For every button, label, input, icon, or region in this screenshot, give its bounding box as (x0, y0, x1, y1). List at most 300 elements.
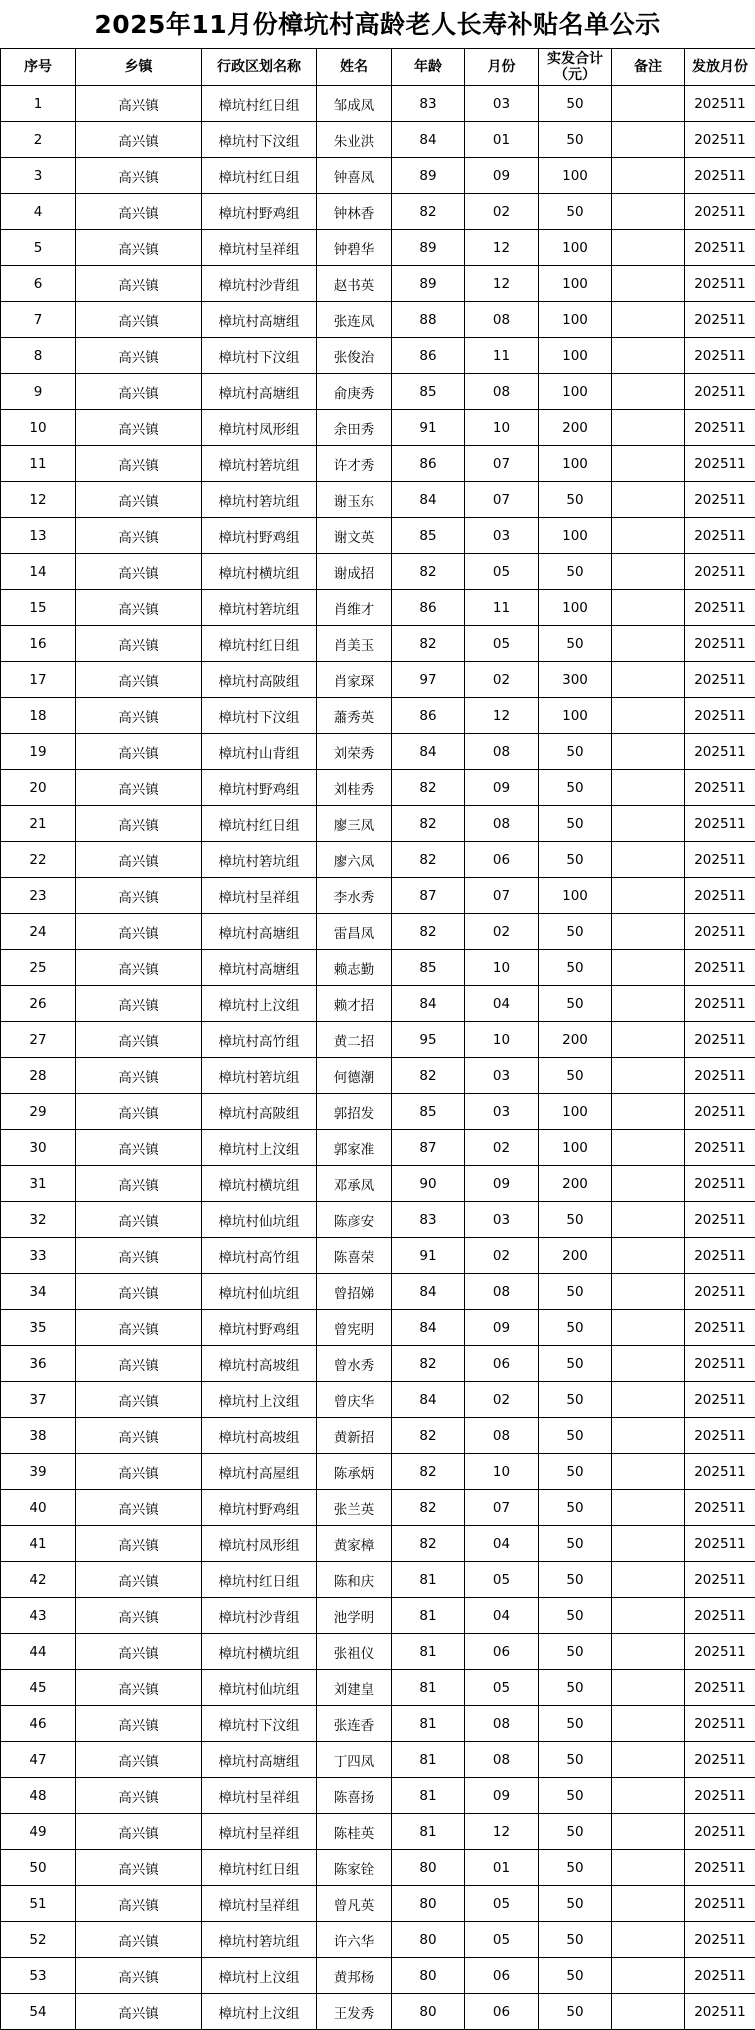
cell-amount: 100 (539, 698, 612, 734)
cell-index: 54 (1, 1994, 76, 2030)
cell-amount: 50 (539, 914, 612, 950)
cell-division: 樟坑村野鸡组 (202, 770, 317, 806)
cell-town: 高兴镇 (76, 914, 202, 950)
cell-remark (612, 230, 685, 266)
cell-remark (612, 446, 685, 482)
cell-index: 51 (1, 1886, 76, 1922)
cell-remark (612, 194, 685, 230)
table-row (1, 518, 755, 554)
cell-amount: 50 (539, 86, 612, 122)
cell-index: 22 (1, 842, 76, 878)
table-row (1, 1958, 755, 1994)
cell-amount: 50 (539, 1814, 612, 1850)
header-town: 乡镇 (76, 49, 202, 86)
cell-age: 84 (392, 1274, 465, 1310)
cell-remark (612, 770, 685, 806)
cell-issue-month: 202511 (685, 194, 755, 230)
table-row (1, 1166, 755, 1202)
cell-town: 高兴镇 (76, 590, 202, 626)
table-row (1, 698, 755, 734)
cell-month: 09 (465, 1166, 539, 1202)
cell-division: 樟坑村上汶组 (202, 986, 317, 1022)
cell-issue-month: 202511 (685, 842, 755, 878)
cell-issue-month: 202511 (685, 1094, 755, 1130)
table-row (1, 86, 755, 122)
cell-month: 02 (465, 1130, 539, 1166)
table-row (1, 770, 755, 806)
cell-division: 樟坑村高塘组 (202, 914, 317, 950)
cell-age: 81 (392, 1778, 465, 1814)
cell-age: 85 (392, 950, 465, 986)
cell-town: 高兴镇 (76, 1922, 202, 1958)
cell-division: 樟坑村下汶组 (202, 122, 317, 158)
cell-name: 肖维才 (317, 590, 392, 626)
cell-town: 高兴镇 (76, 1166, 202, 1202)
cell-town: 高兴镇 (76, 374, 202, 410)
cell-name: 许六华 (317, 1922, 392, 1958)
cell-remark (612, 554, 685, 590)
cell-issue-month: 202511 (685, 446, 755, 482)
cell-remark (612, 1814, 685, 1850)
cell-division: 樟坑村呈祥组 (202, 1778, 317, 1814)
table-row (1, 1598, 755, 1634)
table-row (1, 338, 755, 374)
cell-age: 84 (392, 986, 465, 1022)
cell-town: 高兴镇 (76, 1418, 202, 1454)
cell-division: 樟坑村仙坑组 (202, 1202, 317, 1238)
cell-town: 高兴镇 (76, 158, 202, 194)
cell-issue-month: 202511 (685, 482, 755, 518)
cell-index: 38 (1, 1418, 76, 1454)
cell-name: 曾招娣 (317, 1274, 392, 1310)
cell-division: 樟坑村仙坑组 (202, 1274, 317, 1310)
cell-issue-month: 202511 (685, 806, 755, 842)
cell-issue-month: 202511 (685, 1058, 755, 1094)
cell-name: 李水秀 (317, 878, 392, 914)
cell-town: 高兴镇 (76, 1850, 202, 1886)
cell-amount: 100 (539, 338, 612, 374)
cell-index: 8 (1, 338, 76, 374)
cell-month: 02 (465, 1382, 539, 1418)
cell-index: 49 (1, 1814, 76, 1850)
cell-name: 刘建皇 (317, 1670, 392, 1706)
cell-month: 05 (465, 1922, 539, 1958)
cell-index: 45 (1, 1670, 76, 1706)
cell-amount: 50 (539, 1706, 612, 1742)
cell-issue-month: 202511 (685, 122, 755, 158)
cell-age: 91 (392, 410, 465, 446)
cell-remark (612, 374, 685, 410)
cell-issue-month: 202511 (685, 1814, 755, 1850)
cell-month: 03 (465, 1058, 539, 1094)
cell-month: 12 (465, 698, 539, 734)
cell-amount: 50 (539, 1454, 612, 1490)
cell-amount: 50 (539, 950, 612, 986)
cell-division: 樟坑村红日组 (202, 158, 317, 194)
cell-index: 24 (1, 914, 76, 950)
cell-month: 02 (465, 662, 539, 698)
cell-remark (612, 1094, 685, 1130)
cell-name: 陈喜荣 (317, 1238, 392, 1274)
cell-age: 84 (392, 1382, 465, 1418)
cell-remark (612, 1706, 685, 1742)
cell-amount: 50 (539, 1310, 612, 1346)
cell-age: 86 (392, 698, 465, 734)
cell-town: 高兴镇 (76, 554, 202, 590)
cell-amount: 50 (539, 1598, 612, 1634)
cell-month: 04 (465, 1526, 539, 1562)
cell-age: 80 (392, 1922, 465, 1958)
cell-name: 张连香 (317, 1706, 392, 1742)
cell-index: 53 (1, 1958, 76, 1994)
cell-index: 33 (1, 1238, 76, 1274)
cell-amount: 100 (539, 878, 612, 914)
cell-division: 樟坑村野鸡组 (202, 194, 317, 230)
cell-name: 陈和庆 (317, 1562, 392, 1598)
cell-remark (612, 482, 685, 518)
cell-issue-month: 202511 (685, 1994, 755, 2030)
cell-issue-month: 202511 (685, 1742, 755, 1778)
cell-town: 高兴镇 (76, 446, 202, 482)
cell-month: 02 (465, 1238, 539, 1274)
cell-division: 樟坑村箬坑组 (202, 590, 317, 626)
cell-month: 08 (465, 302, 539, 338)
table-row (1, 842, 755, 878)
cell-age: 86 (392, 590, 465, 626)
cell-name: 郭家准 (317, 1130, 392, 1166)
cell-index: 25 (1, 950, 76, 986)
cell-division: 樟坑村横坑组 (202, 1166, 317, 1202)
cell-index: 52 (1, 1922, 76, 1958)
cell-issue-month: 202511 (685, 1634, 755, 1670)
cell-amount: 50 (539, 1526, 612, 1562)
cell-index: 41 (1, 1526, 76, 1562)
cell-age: 82 (392, 770, 465, 806)
cell-month: 07 (465, 446, 539, 482)
cell-remark (612, 1598, 685, 1634)
cell-issue-month: 202511 (685, 1778, 755, 1814)
cell-age: 85 (392, 374, 465, 410)
cell-month: 07 (465, 482, 539, 518)
table-row (1, 590, 755, 626)
cell-division: 樟坑村高坡组 (202, 1346, 317, 1382)
cell-name: 俞庚秀 (317, 374, 392, 410)
cell-name: 郭招发 (317, 1094, 392, 1130)
cell-age: 89 (392, 266, 465, 302)
cell-amount: 50 (539, 842, 612, 878)
cell-age: 82 (392, 842, 465, 878)
table-row (1, 1454, 755, 1490)
cell-index: 37 (1, 1382, 76, 1418)
cell-remark (612, 518, 685, 554)
cell-town: 高兴镇 (76, 122, 202, 158)
cell-age: 84 (392, 1310, 465, 1346)
cell-age: 82 (392, 806, 465, 842)
cell-index: 46 (1, 1706, 76, 1742)
cell-index: 50 (1, 1850, 76, 1886)
cell-index: 13 (1, 518, 76, 554)
cell-index: 6 (1, 266, 76, 302)
cell-issue-month: 202511 (685, 1310, 755, 1346)
cell-town: 高兴镇 (76, 626, 202, 662)
cell-remark (612, 1166, 685, 1202)
cell-amount: 50 (539, 122, 612, 158)
cell-month: 04 (465, 1598, 539, 1634)
cell-age: 83 (392, 86, 465, 122)
cell-month: 10 (465, 950, 539, 986)
cell-age: 86 (392, 446, 465, 482)
cell-remark (612, 1310, 685, 1346)
cell-division: 樟坑村凤形组 (202, 1526, 317, 1562)
table-row (1, 266, 755, 302)
cell-division: 樟坑村红日组 (202, 1850, 317, 1886)
cell-age: 80 (392, 1958, 465, 1994)
cell-remark (612, 698, 685, 734)
cell-town: 高兴镇 (76, 1130, 202, 1166)
cell-amount: 50 (539, 1418, 612, 1454)
cell-issue-month: 202511 (685, 1850, 755, 1886)
cell-division: 樟坑村红日组 (202, 806, 317, 842)
cell-age: 85 (392, 518, 465, 554)
cell-month: 10 (465, 1454, 539, 1490)
cell-issue-month: 202511 (685, 986, 755, 1022)
cell-division: 樟坑村高竹组 (202, 1022, 317, 1058)
cell-index: 48 (1, 1778, 76, 1814)
cell-remark (612, 1526, 685, 1562)
cell-amount: 50 (539, 482, 612, 518)
cell-town: 高兴镇 (76, 950, 202, 986)
cell-index: 16 (1, 626, 76, 662)
cell-age: 81 (392, 1598, 465, 1634)
cell-month: 02 (465, 914, 539, 950)
cell-remark (612, 1418, 685, 1454)
cell-amount: 50 (539, 806, 612, 842)
cell-issue-month: 202511 (685, 338, 755, 374)
cell-division: 樟坑村上汶组 (202, 1958, 317, 1994)
cell-index: 36 (1, 1346, 76, 1382)
cell-name: 王发秀 (317, 1994, 392, 2030)
cell-index: 4 (1, 194, 76, 230)
cell-name: 谢玉东 (317, 482, 392, 518)
cell-amount: 50 (539, 986, 612, 1022)
table-row (1, 1418, 755, 1454)
cell-remark (612, 1490, 685, 1526)
cell-age: 81 (392, 1706, 465, 1742)
cell-index: 35 (1, 1310, 76, 1346)
cell-division: 樟坑村高坡组 (202, 1418, 317, 1454)
table-row (1, 1778, 755, 1814)
cell-name: 赖才招 (317, 986, 392, 1022)
cell-age: 82 (392, 1418, 465, 1454)
table-row (1, 1094, 755, 1130)
cell-remark (612, 986, 685, 1022)
cell-division: 樟坑村呈祥组 (202, 878, 317, 914)
cell-amount: 50 (539, 1886, 612, 1922)
cell-month: 05 (465, 554, 539, 590)
cell-amount: 100 (539, 158, 612, 194)
cell-month: 07 (465, 1490, 539, 1526)
cell-age: 81 (392, 1670, 465, 1706)
cell-remark (612, 1742, 685, 1778)
cell-age: 91 (392, 1238, 465, 1274)
cell-month: 06 (465, 1958, 539, 1994)
cell-amount: 200 (539, 1166, 612, 1202)
cell-town: 高兴镇 (76, 698, 202, 734)
cell-name: 池学明 (317, 1598, 392, 1634)
cell-division: 樟坑村呈祥组 (202, 1814, 317, 1850)
cell-month: 09 (465, 1778, 539, 1814)
cell-age: 86 (392, 338, 465, 374)
cell-age: 97 (392, 662, 465, 698)
cell-amount: 50 (539, 1850, 612, 1886)
cell-name: 廖三凤 (317, 806, 392, 842)
cell-town: 高兴镇 (76, 734, 202, 770)
cell-town: 高兴镇 (76, 1022, 202, 1058)
cell-name: 钟林香 (317, 194, 392, 230)
cell-month: 08 (465, 1418, 539, 1454)
cell-remark (612, 950, 685, 986)
cell-remark (612, 1886, 685, 1922)
cell-month: 06 (465, 1346, 539, 1382)
table-row (1, 1814, 755, 1850)
table-row (1, 1706, 755, 1742)
table-row (1, 1886, 755, 1922)
cell-index: 1 (1, 86, 76, 122)
cell-town: 高兴镇 (76, 1706, 202, 1742)
cell-amount: 50 (539, 1382, 612, 1418)
table-row (1, 410, 755, 446)
cell-town: 高兴镇 (76, 1094, 202, 1130)
cell-amount: 100 (539, 590, 612, 626)
cell-town: 高兴镇 (76, 86, 202, 122)
cell-issue-month: 202511 (685, 1274, 755, 1310)
cell-index: 30 (1, 1130, 76, 1166)
subsidy-table (0, 48, 755, 2030)
table-row (1, 122, 755, 158)
cell-issue-month: 202511 (685, 1454, 755, 1490)
cell-month: 10 (465, 1022, 539, 1058)
cell-remark (612, 590, 685, 626)
cell-age: 89 (392, 230, 465, 266)
table-row (1, 446, 755, 482)
cell-division: 樟坑村凤形组 (202, 410, 317, 446)
cell-remark (612, 1346, 685, 1382)
cell-month: 09 (465, 158, 539, 194)
cell-age: 82 (392, 1454, 465, 1490)
cell-town: 高兴镇 (76, 1778, 202, 1814)
cell-remark (612, 1850, 685, 1886)
cell-amount: 100 (539, 266, 612, 302)
cell-issue-month: 202511 (685, 1130, 755, 1166)
cell-month: 05 (465, 1670, 539, 1706)
cell-name: 许才秀 (317, 446, 392, 482)
cell-index: 18 (1, 698, 76, 734)
cell-issue-month: 202511 (685, 554, 755, 590)
cell-amount: 50 (539, 1778, 612, 1814)
cell-month: 08 (465, 1274, 539, 1310)
cell-month: 01 (465, 1850, 539, 1886)
cell-month: 06 (465, 1994, 539, 2030)
cell-remark (612, 806, 685, 842)
cell-town: 高兴镇 (76, 770, 202, 806)
table-row (1, 1670, 755, 1706)
cell-division: 樟坑村箬坑组 (202, 1058, 317, 1094)
cell-index: 27 (1, 1022, 76, 1058)
cell-town: 高兴镇 (76, 1382, 202, 1418)
cell-name: 谢成招 (317, 554, 392, 590)
cell-index: 21 (1, 806, 76, 842)
cell-age: 84 (392, 734, 465, 770)
cell-remark (612, 1274, 685, 1310)
cell-name: 黄新招 (317, 1418, 392, 1454)
cell-issue-month: 202511 (685, 1238, 755, 1274)
cell-index: 32 (1, 1202, 76, 1238)
cell-index: 12 (1, 482, 76, 518)
cell-age: 87 (392, 878, 465, 914)
cell-name: 蕭秀英 (317, 698, 392, 734)
cell-index: 44 (1, 1634, 76, 1670)
cell-issue-month: 202511 (685, 1670, 755, 1706)
header-amount: 实发合计（元） (539, 49, 612, 86)
cell-name: 何德潮 (317, 1058, 392, 1094)
cell-issue-month: 202511 (685, 374, 755, 410)
cell-amount: 50 (539, 1202, 612, 1238)
cell-issue-month: 202511 (685, 518, 755, 554)
cell-division: 樟坑村呈祥组 (202, 230, 317, 266)
cell-age: 82 (392, 554, 465, 590)
table-row (1, 914, 755, 950)
cell-month: 05 (465, 1562, 539, 1598)
cell-amount: 300 (539, 662, 612, 698)
cell-index: 34 (1, 1274, 76, 1310)
cell-issue-month: 202511 (685, 662, 755, 698)
cell-division: 樟坑村高屋组 (202, 1454, 317, 1490)
cell-town: 高兴镇 (76, 1238, 202, 1274)
header-name: 姓名 (317, 49, 392, 86)
cell-month: 12 (465, 266, 539, 302)
cell-issue-month: 202511 (685, 1202, 755, 1238)
cell-age: 82 (392, 1346, 465, 1382)
cell-amount: 100 (539, 374, 612, 410)
table-row (1, 950, 755, 986)
cell-name: 邹成凤 (317, 86, 392, 122)
cell-index: 19 (1, 734, 76, 770)
cell-name: 陈桂英 (317, 1814, 392, 1850)
cell-town: 高兴镇 (76, 662, 202, 698)
cell-age: 84 (392, 122, 465, 158)
cell-month: 03 (465, 86, 539, 122)
cell-age: 82 (392, 914, 465, 950)
cell-division: 樟坑村野鸡组 (202, 518, 317, 554)
cell-remark (612, 662, 685, 698)
table-row (1, 1346, 755, 1382)
table-row (1, 554, 755, 590)
cell-index: 26 (1, 986, 76, 1022)
cell-name: 廖六凤 (317, 842, 392, 878)
cell-age: 82 (392, 1490, 465, 1526)
cell-month: 03 (465, 518, 539, 554)
cell-name: 张兰英 (317, 1490, 392, 1526)
cell-age: 81 (392, 1814, 465, 1850)
cell-index: 10 (1, 410, 76, 446)
cell-amount: 100 (539, 1094, 612, 1130)
cell-town: 高兴镇 (76, 1526, 202, 1562)
cell-name: 刘桂秀 (317, 770, 392, 806)
cell-division: 樟坑村红日组 (202, 626, 317, 662)
cell-amount: 50 (539, 1742, 612, 1778)
cell-town: 高兴镇 (76, 1598, 202, 1634)
cell-month: 08 (465, 734, 539, 770)
